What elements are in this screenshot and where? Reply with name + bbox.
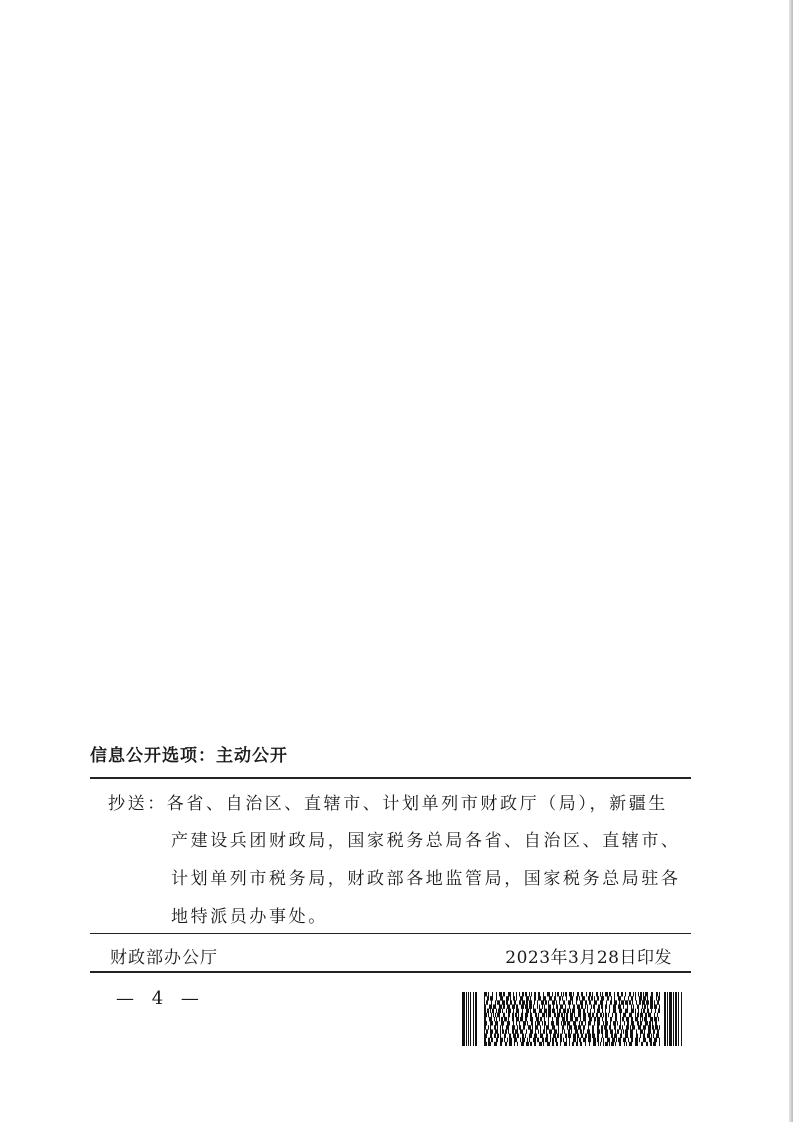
page-edge [789, 0, 793, 1122]
issue-date: 2023年3月28日印发 [505, 948, 672, 968]
page-number: — 4 — [116, 988, 205, 1009]
divider-top [90, 777, 691, 779]
cc-line-4: 地特派员办事处。 [171, 907, 328, 927]
cc-line-3: 计划单列市税务局，财政部各地监管局，国家税务总局驻各 [171, 869, 681, 889]
cc-line-1: 抄送：各省、自治区、直辖市、计划单列市财政厅（局），新疆生 [108, 794, 668, 814]
issuer: 财政部办公厅 [110, 948, 218, 968]
cc-line-2: 产建设兵团财政局，国家税务总局各省、自治区、直辖市、 [171, 831, 681, 851]
divider-bottom [90, 971, 691, 973]
2d-barcode-icon [462, 992, 684, 1046]
info-disclosure-option: 信息公开选项：主动公开 [90, 746, 288, 766]
divider-middle [90, 933, 691, 934]
